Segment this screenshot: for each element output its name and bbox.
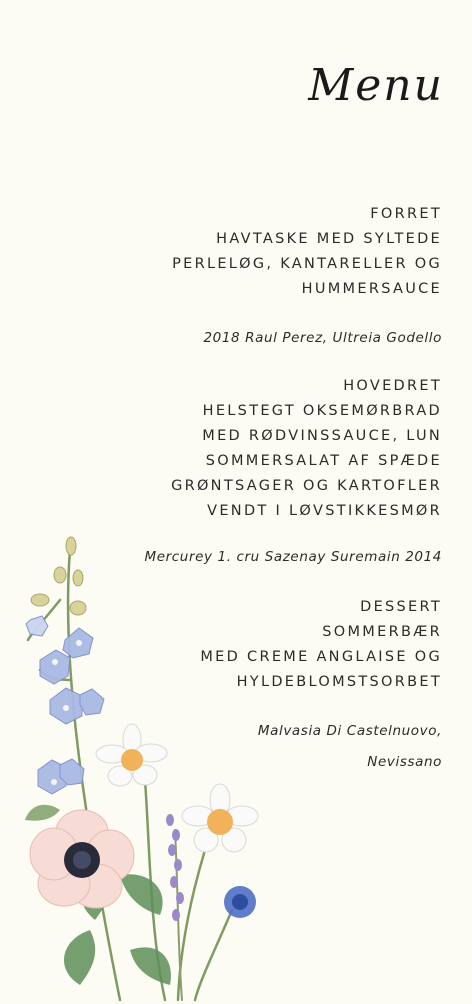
cornflower	[224, 886, 256, 918]
course-dish-line: SOMMERSALAT AF SPÆDE	[205, 453, 442, 469]
course-main	[171, 374, 442, 524]
wine-pairing: 2018 Raul Perez, Ultreia Godello	[203, 330, 442, 346]
anemone-flower	[30, 810, 134, 908]
lavender-sprig	[166, 814, 184, 921]
daisy-flower	[182, 784, 258, 852]
delphinium-flowers	[26, 616, 104, 794]
wine-pairing: Mercurey 1. cru Sazenay Suremain 2014	[144, 549, 442, 565]
course-heading: FORRET	[370, 206, 442, 222]
course-dish-line: PERLELØG, KANTARELLER OG	[172, 256, 442, 272]
course-dish-line: HUMMERSAUCE	[301, 281, 442, 297]
course-dish-line: SOMMERBÆR	[322, 624, 442, 640]
course-dish-line: MED CREME ANGLAISE OG	[200, 649, 442, 665]
course-dish-line: HAVTASKE MED SYLTEDE	[216, 231, 442, 247]
course-dish-line: HELSTEGT OKSEMØRBRAD	[202, 403, 442, 419]
wine-pairing-line: Nevissano	[367, 754, 442, 770]
floral-illustration	[0, 530, 272, 1004]
course-dish-line: VENDT I LØVSTIKKESMØR	[207, 503, 442, 519]
course-heading: HOVEDRET	[343, 378, 442, 394]
course-dish-line: MED RØDVINSSAUCE, LUN	[202, 428, 442, 444]
course-dish-line: GRØNTSAGER OG KARTOFLER	[171, 478, 442, 494]
wine-pairing: Malvasia Di Castelnuovo,	[257, 723, 442, 739]
course-heading: DESSERT	[360, 599, 442, 615]
course-dish-line: HYLDEBLOMSTSORBET	[236, 674, 442, 690]
daisy-flower	[96, 724, 167, 786]
menu-title: Menu	[308, 60, 444, 111]
course-starter	[172, 202, 442, 302]
